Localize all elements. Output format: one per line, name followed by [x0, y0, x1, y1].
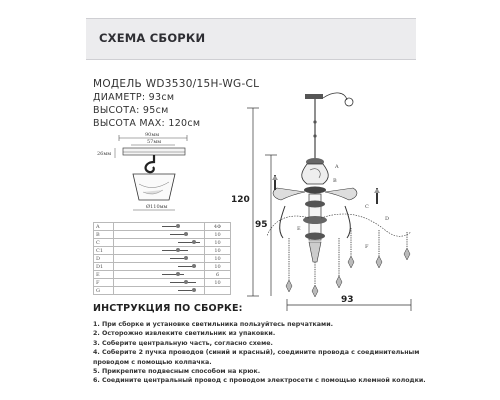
part-letter: C1	[94, 247, 114, 255]
instruction-step: 4. Соберите 2 пучка проводов (синий и красный), соедините провода с соединительным	[93, 349, 420, 357]
instruction-step: проводом с помощью колпачка.	[93, 358, 212, 366]
diagram-letter-c: C	[365, 204, 369, 210]
parts-row	[94, 231, 231, 239]
diagram-letter-a: A	[335, 164, 339, 170]
part-letter: G	[94, 287, 114, 295]
part-illustration	[113, 223, 204, 231]
chandelier-svg	[225, 80, 425, 312]
part-illustration	[113, 287, 204, 295]
diagram-letter-b: B	[333, 178, 337, 184]
part-quantity: 10	[205, 231, 231, 239]
header-title: СХЕМА СБОРКИ	[99, 31, 206, 45]
part-letter: D	[94, 255, 114, 263]
parts-row	[94, 239, 231, 247]
parts-row	[94, 255, 231, 263]
ceiling-mount-svg	[93, 132, 203, 224]
diagram-letter-d: D	[385, 216, 390, 222]
diagram-letter-f: F	[365, 244, 369, 250]
part-letter: C	[94, 239, 114, 247]
parts-row	[94, 247, 231, 255]
instruction-step: 1. При сборке и установке светильника пользуйтесь перчатками.	[93, 321, 334, 328]
dim-side-label: 26мм	[97, 151, 112, 157]
part-illustration	[113, 231, 204, 239]
parts-row	[94, 271, 231, 279]
part-quantity: 10	[205, 279, 231, 287]
diameter-label: ДИАМЕТР: 93см	[93, 92, 175, 103]
instruction-step: 6. Соедините центральный провод с проводом электросети с помощью клемной колодки.	[93, 377, 426, 385]
part-quantity: 4Ф	[205, 223, 231, 231]
instructions-title: ИНСТРУКЦИЯ ПО СБОРКЕ:	[93, 303, 243, 314]
part-illustration	[113, 255, 204, 263]
part-illustration	[113, 279, 204, 287]
parts-row	[94, 263, 231, 271]
part-quantity: 10	[205, 263, 231, 271]
part-letter: B	[94, 231, 114, 239]
instruction-step: 2. Осторожно извлеките светильник из упаковки.	[93, 330, 276, 338]
part-quantity: 10	[205, 247, 231, 255]
instruction-step: 5. Прикрепите подвесным способом на крюк.	[93, 368, 261, 376]
part-illustration	[113, 271, 204, 279]
part-letter: F	[94, 279, 114, 287]
part-letter: D1	[94, 263, 114, 271]
dim-top-label: 90мм	[145, 132, 160, 138]
dim-mid-label: 57мм	[147, 139, 162, 145]
parts-table	[93, 222, 231, 294]
part-illustration	[113, 239, 204, 247]
max-height-dim: 120	[231, 195, 250, 205]
diameter-dim: 93	[341, 295, 354, 305]
part-letter: E	[94, 271, 114, 279]
height-label: ВЫСОТА: 95см	[93, 105, 169, 116]
parts-row	[94, 279, 231, 287]
model-label: МОДЕЛЬ WD3530/15H-WG-CL	[93, 78, 260, 90]
diagram-letter-e: E	[297, 226, 301, 232]
instructions-list	[93, 320, 493, 386]
ceiling-mount-drawing	[93, 132, 203, 224]
dim-bottom-label: Ø110мм	[146, 204, 168, 210]
part-quantity: 10	[205, 239, 231, 247]
part-illustration	[113, 263, 204, 271]
chandelier-diagram	[225, 80, 425, 312]
part-letter: A	[94, 223, 114, 231]
section-header	[86, 18, 416, 60]
height-dim: 95	[255, 220, 268, 230]
parts-row	[94, 223, 231, 231]
part-quantity: 10	[205, 255, 231, 263]
parts-row	[94, 287, 231, 295]
part-quantity: 6	[205, 271, 231, 279]
instruction-step: 3. Соберите центральную часть, согласно схеме.	[93, 339, 273, 347]
part-illustration	[113, 247, 204, 255]
max-height-label: ВЫСОТА MAX: 120см	[93, 118, 201, 129]
